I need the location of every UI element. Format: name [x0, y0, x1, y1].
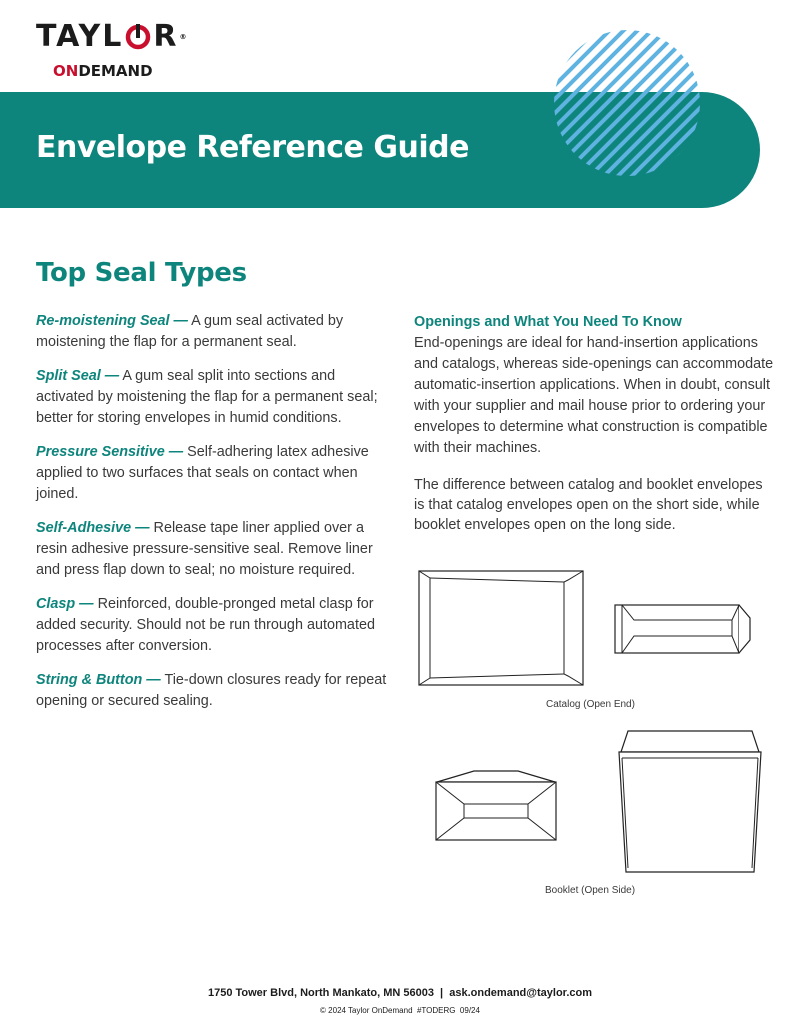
ondemand-wordmark — [53, 62, 153, 80]
booklet-envelope-large-icon — [618, 728, 762, 874]
seal-item — [36, 518, 396, 581]
booklet-caption: Booklet (Open Side) — [545, 885, 636, 896]
trademark: ® — [179, 33, 187, 41]
footer-copyright: © 2024 Taylor OnDemand #TODERG 09/24 — [320, 1006, 480, 1015]
seal-desc: A gum seal split into sections and activated by moistening the flap for a permanent seal; better for storing envelopes in humid conditions. — [36, 368, 378, 426]
striped-circle-decoration — [554, 30, 700, 176]
ondemand-on: ON — [53, 62, 79, 80]
wordmark-part: R — [153, 19, 179, 54]
seal-term: Self-Adhesive — — [36, 520, 150, 536]
section-title: Top Seal Types — [36, 258, 247, 288]
catalog-caption: Catalog (Open End) — [546, 699, 635, 710]
ondemand-rest: DEMAND — [78, 62, 153, 80]
page-title: Envelope Reference Guide — [36, 130, 469, 165]
seal-term: Pressure Sensitive — — [36, 444, 184, 460]
taylor-o-icon — [125, 24, 151, 50]
seal-desc: Tie-down closures ready for repeat opening or secured sealing. — [36, 672, 387, 709]
footer-address: 1750 Tower Blvd, North Mankato, MN 56003 | ask.ondemand@taylor.com — [207, 987, 593, 999]
taylor-ondemand-logo — [36, 19, 187, 80]
seal-term: Re-moistening Seal — — [36, 313, 188, 329]
openings-heading: Openings and What You Need To Know — [414, 314, 682, 330]
seal-item — [36, 366, 396, 429]
wordmark-part: TAYL — [36, 19, 124, 54]
seal-desc: Reinforced, double-pronged metal clasp for added security. Should not be run through automated processes after conversion. — [36, 596, 375, 654]
seal-term: String & Button — — [36, 672, 161, 688]
seal-item — [36, 594, 396, 657]
seal-term: Clasp — — [36, 596, 94, 612]
seal-types-list — [36, 311, 396, 725]
openings-paragraph: End-openings are ideal for hand-insertion applications and catalogs, whereas side-openings can accommodate automatic-insertion applications. When in doubt, consult with your supplier and mail house prior to ordering your envelopes to determine what construction is compatible with their machines. — [414, 335, 774, 456]
openings-section — [414, 312, 774, 535]
seal-term: Split Seal — — [36, 368, 120, 384]
seal-desc: Self-adhering latex adhesive applied to two surfaces that seals on contact when joined. — [36, 444, 369, 502]
seal-item — [36, 670, 396, 712]
seal-desc: A gum seal activated by moistening the flap for a permanent seal. — [36, 313, 344, 350]
openings-paragraph: The difference between catalog and booklet envelopes is that catalog envelopes open on the short side, while booklet envelopes open on the long side. — [414, 477, 763, 533]
catalog-envelope-small-icon — [614, 600, 752, 658]
booklet-envelope-small-icon — [434, 770, 558, 842]
seal-item — [36, 311, 396, 353]
taylor-wordmark — [36, 20, 186, 54]
seal-desc: Release tape liner applied over a resin adhesive pressure-sensitive seal. Remove liner and press flap down to seal; no moisture required. — [36, 520, 373, 578]
catalog-envelope-large-icon — [418, 570, 584, 686]
seal-item — [36, 442, 396, 505]
